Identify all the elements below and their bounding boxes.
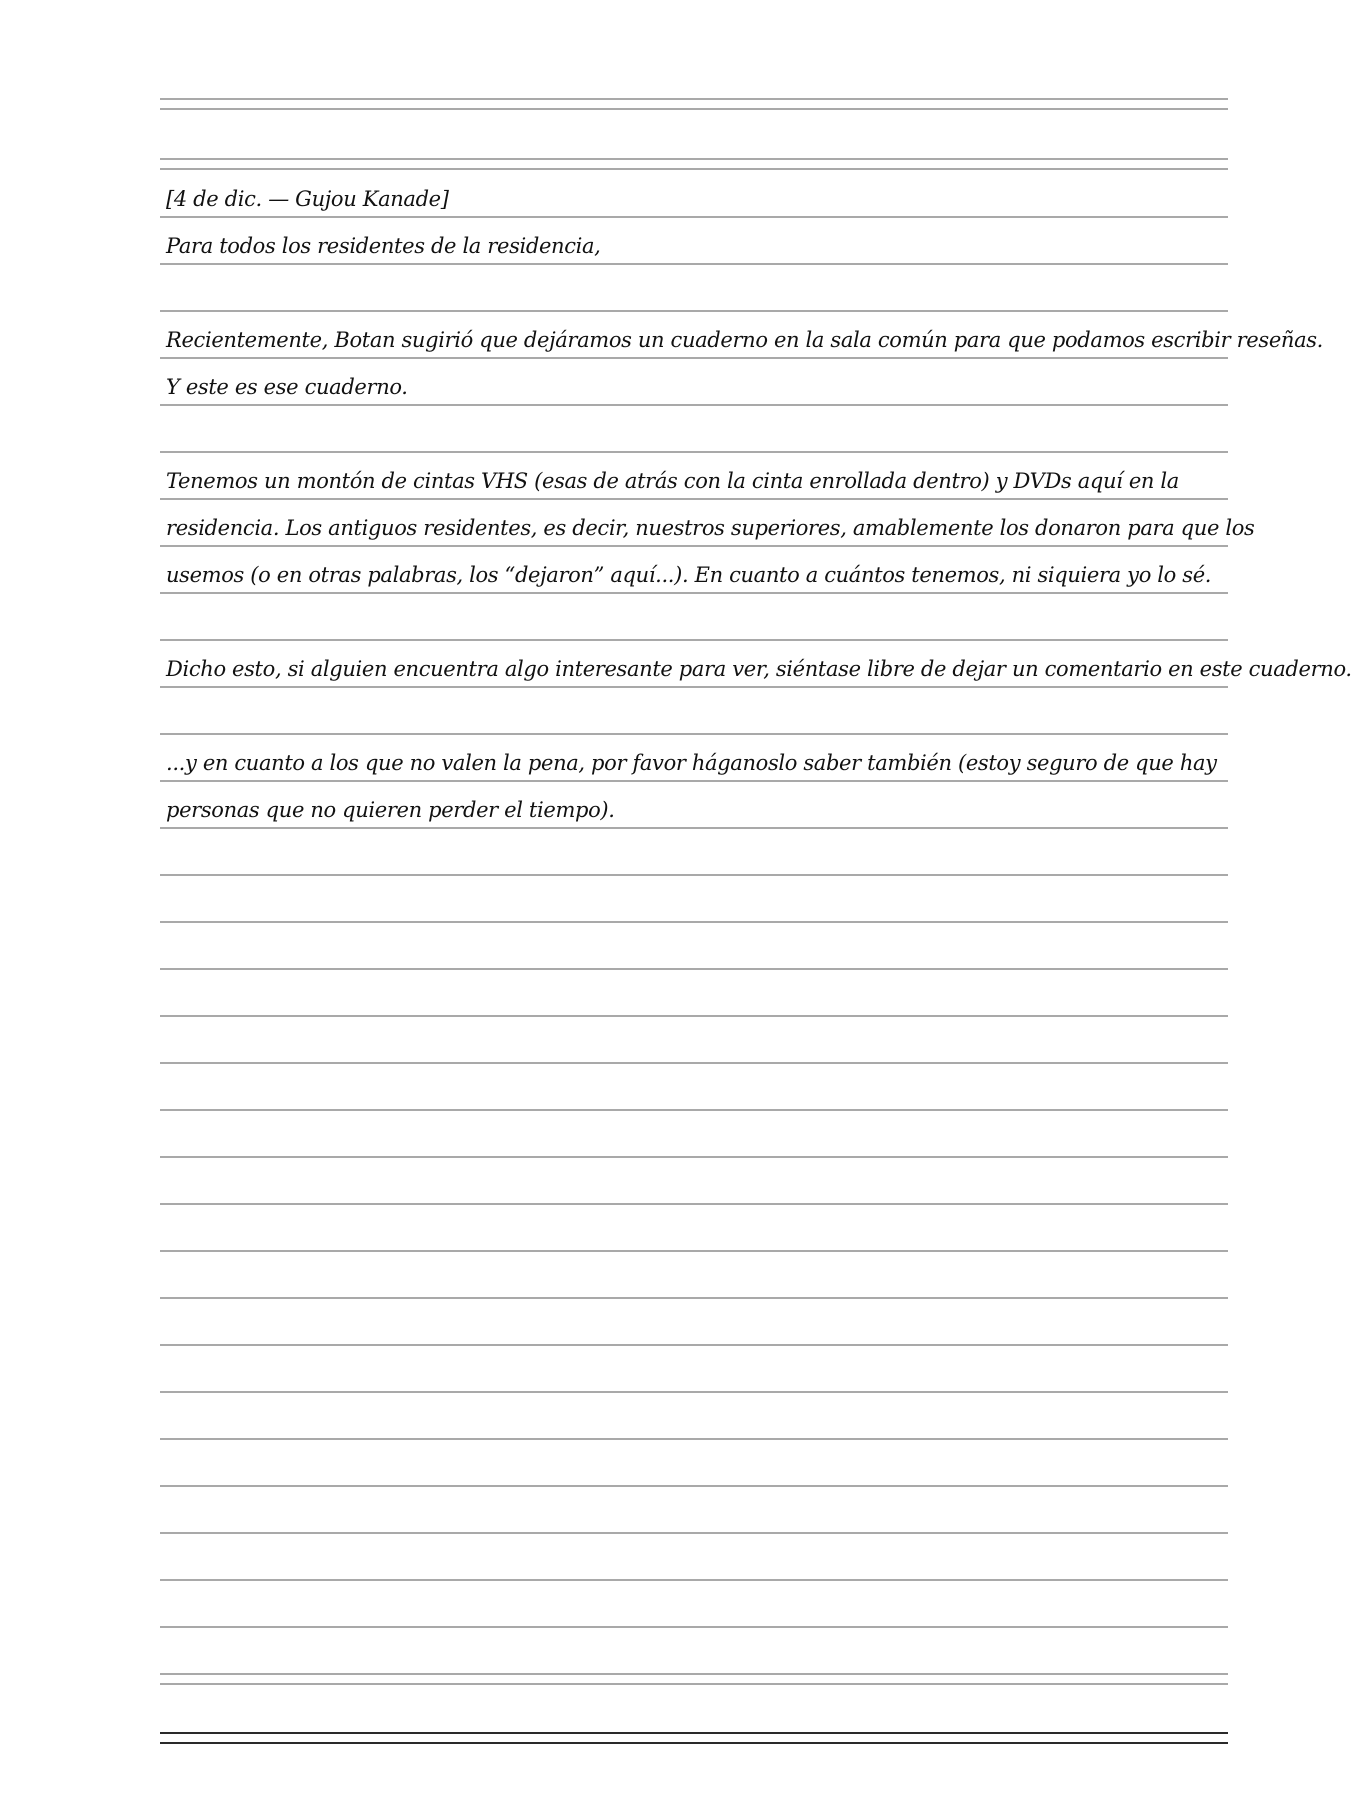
text-line: Recientemente, Botan sugirió que dejáramos un cuaderno en la sala común para que podamos escribir reseñas. [166, 328, 1323, 352]
ruled-line [160, 1250, 1228, 1252]
text-line [166, 278, 1228, 308]
ruled-line [160, 1297, 1228, 1299]
text-line: Y este es ese cuaderno. [166, 375, 408, 399]
ruled-line [160, 592, 1228, 594]
ruled-line [160, 827, 1228, 829]
text-line: residencia. Los antiguos residentes, es decir, nuestros superiores, amablemente los donaron para que los [166, 516, 1255, 540]
ruled-line [160, 1673, 1228, 1675]
ruled-line [160, 1485, 1228, 1487]
ruled-line [160, 733, 1228, 735]
ruled-line [160, 545, 1228, 547]
ruled-line [160, 686, 1228, 688]
ruled-line [160, 1532, 1228, 1534]
ruled-line [160, 1391, 1228, 1393]
header-rule [160, 158, 1228, 160]
text-line: Dicho esto, si alguien encuentra algo interesante para ver, siéntase libre de dejar un comentario en este cuaderno. [166, 657, 1352, 681]
ruled-line [160, 968, 1228, 970]
ruled-line [160, 263, 1228, 265]
footer-rule [160, 1732, 1228, 1734]
text-line [166, 701, 1228, 731]
text-line: personas que no quieren perder el tiempo). [166, 798, 615, 822]
ruled-line [160, 1683, 1228, 1685]
entry-header: [4 de dic. — Gujou Kanade] [166, 187, 449, 211]
text-line [166, 419, 1228, 449]
salutation-line: Para todos los residentes de la residencia, [166, 234, 601, 258]
ruled-line [160, 639, 1228, 641]
ruled-line [160, 874, 1228, 876]
ruled-line [160, 1626, 1228, 1628]
ruled-line [160, 404, 1228, 406]
text-line: usemos (o en otras palabras, los “dejaron” aquí...). En cuanto a cuántos tenemos, ni siquiera yo lo sé. [166, 563, 1212, 587]
header-rule [160, 168, 1228, 170]
text-line [166, 607, 1228, 637]
text-line: ...y en cuanto a los que no valen la pena, por favor háganoslo saber también (estoy seguro de que hay [166, 751, 1217, 775]
ruled-line [160, 1438, 1228, 1440]
ruled-line [160, 1015, 1228, 1017]
footer-rule [160, 1742, 1228, 1744]
ruled-line [160, 1579, 1228, 1581]
header-rule [160, 98, 1228, 100]
ruled-line [160, 921, 1228, 923]
ruled-line [160, 1062, 1228, 1064]
ruled-line [160, 310, 1228, 312]
ruled-line [160, 357, 1228, 359]
ruled-line [160, 451, 1228, 453]
ruled-line [160, 780, 1228, 782]
ruled-line [160, 498, 1228, 500]
ruled-line [160, 1344, 1228, 1346]
header-rule [160, 108, 1228, 110]
text-line: Tenemos un montón de cintas VHS (esas de atrás con la cinta enrollada dentro) y DVDs aquí en la [166, 469, 1179, 493]
ruled-line [160, 1156, 1228, 1158]
ruled-line [160, 216, 1228, 218]
ruled-line [160, 1109, 1228, 1111]
ruled-line [160, 1203, 1228, 1205]
